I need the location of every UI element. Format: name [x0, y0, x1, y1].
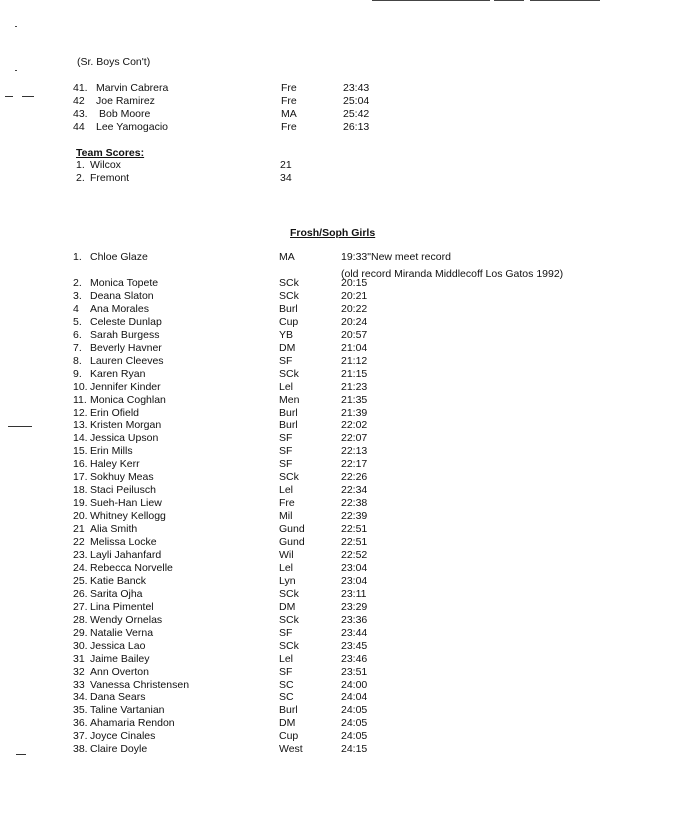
school: SF	[279, 665, 293, 678]
runner-name: Taline Vartanian	[90, 704, 165, 717]
school: Wil	[279, 549, 294, 561]
school: Burl	[279, 406, 298, 419]
place: 8.	[73, 354, 82, 367]
school: SCk	[279, 277, 299, 289]
result-row	[0, 510, 691, 523]
continued-heading: (Sr. Boys Con't)	[77, 56, 151, 68]
runner-name: Wendy Ornelas	[90, 613, 163, 626]
place: 30.	[73, 639, 88, 652]
result-row	[0, 575, 691, 588]
school: Burl	[279, 302, 298, 315]
result-row	[0, 523, 691, 536]
result-row	[0, 251, 691, 264]
time: 24:05	[341, 717, 368, 730]
record-note: (old record Miranda Middlecoff Los Gatos 1992)	[341, 268, 564, 280]
time: 20:24	[341, 315, 368, 328]
school: Burl	[279, 704, 298, 717]
place: 9.	[73, 367, 82, 380]
runner-name: Sarah Burgess	[90, 328, 160, 341]
result-row	[0, 342, 691, 355]
place: 37.	[73, 730, 88, 743]
runner-name: Celeste Dunlap	[90, 315, 162, 328]
runner-name: Jaime Bailey	[90, 652, 150, 665]
runner-name: Bob Moore	[99, 108, 151, 120]
school: Fre	[281, 82, 297, 94]
place: 7.	[73, 341, 82, 354]
place: 18.	[73, 484, 88, 497]
school: Fre	[281, 95, 297, 107]
result-row	[0, 627, 691, 640]
time: 22:07	[341, 432, 368, 445]
result-row	[0, 549, 691, 562]
result-row	[0, 691, 691, 704]
result-row	[0, 588, 691, 601]
place: 41.	[73, 82, 88, 94]
time: 21:23	[341, 380, 368, 393]
result-row	[0, 355, 691, 368]
time: 21:04	[341, 341, 368, 354]
school: SCk	[279, 367, 299, 380]
school: SCk	[279, 289, 299, 302]
team-name: Wilcox	[90, 159, 121, 171]
runner-name: Sokhuy Meas	[90, 471, 154, 484]
score-row	[0, 172, 691, 185]
school: SF	[279, 626, 293, 639]
result-row	[0, 458, 691, 471]
runner-name: Sueh-Han Liew	[90, 497, 162, 510]
place: 13.	[73, 419, 88, 432]
school: Lel	[279, 561, 294, 574]
runner-name: Ahamaria Rendon	[90, 717, 175, 730]
time: 23:11	[341, 587, 367, 600]
time: 24:04	[341, 691, 368, 704]
place: 23.	[73, 549, 88, 561]
school: Cup	[279, 315, 299, 328]
time: 25:42	[343, 108, 370, 120]
place: 28.	[73, 613, 88, 626]
place: 24.	[73, 561, 88, 574]
runner-name: Beverly Havner	[90, 341, 162, 354]
time: 20:22	[341, 302, 368, 315]
school: SCk	[279, 613, 299, 626]
school: Cup	[279, 730, 299, 743]
place: 38.	[73, 743, 88, 756]
runner-name: Rebecca Norvelle	[90, 561, 173, 574]
time: 21:12	[341, 354, 368, 367]
result-row	[0, 95, 691, 108]
runner-name: Jennifer Kinder	[90, 380, 161, 393]
time: 22:17	[341, 458, 368, 471]
school: DM	[279, 341, 296, 354]
runner-name: Natalie Verna	[90, 626, 154, 639]
margin-dot	[15, 26, 17, 27]
place: 34.	[73, 691, 88, 704]
school: SC	[279, 678, 294, 691]
time: 24:00	[341, 678, 368, 691]
runner-name: Staci Peilusch	[90, 484, 156, 497]
scan-artifact-line	[530, 0, 600, 1]
time: 21:35	[341, 393, 368, 406]
school: Burl	[279, 419, 298, 432]
school: SF	[279, 445, 293, 458]
place: 31	[73, 652, 85, 665]
runner-name: Erin Mills	[90, 445, 133, 458]
place: 1.	[73, 251, 82, 263]
time: 23:04	[341, 561, 368, 574]
runner-name: Chloe Glaze	[90, 251, 148, 263]
place: 35.	[73, 704, 88, 717]
place: 29.	[73, 626, 88, 639]
place: 43.	[73, 108, 88, 120]
result-row	[0, 445, 691, 458]
time: 24:05	[341, 730, 368, 743]
school: Lel	[279, 380, 294, 393]
place: 21	[73, 523, 85, 535]
runner-name: Ana Morales	[90, 302, 149, 315]
place: 26.	[73, 587, 88, 600]
time: 22:51	[341, 536, 368, 548]
result-row	[0, 536, 691, 549]
place: 6.	[73, 328, 82, 341]
time: 22:39	[341, 510, 368, 523]
school: Lel	[279, 484, 294, 497]
scan-artifact-line	[372, 0, 490, 1]
time: 23:29	[341, 600, 368, 613]
team-score: 34	[280, 172, 292, 184]
runner-name: Karen Ryan	[90, 367, 146, 380]
runner-name: Lauren Cleeves	[90, 354, 164, 367]
result-row	[0, 303, 691, 316]
school: DM	[279, 600, 296, 613]
place: 25.	[73, 574, 88, 587]
school: SCk	[279, 587, 299, 600]
section-heading: Frosh/Soph Girls	[290, 227, 376, 239]
school: SCk	[279, 471, 299, 484]
school: SF	[279, 354, 293, 367]
time: 22:38	[341, 497, 368, 510]
runner-name: Claire Doyle	[90, 743, 148, 756]
time: 22:34	[341, 484, 368, 497]
place: 17.	[73, 471, 88, 484]
runner-name: Ann Overton	[90, 665, 149, 678]
time: 22:02	[341, 419, 368, 432]
place: 27.	[73, 600, 88, 613]
runner-name: Monica Coghlan	[90, 393, 166, 406]
school: SF	[279, 432, 293, 445]
runner-name: Alia Smith	[90, 523, 138, 535]
school: Fre	[281, 121, 297, 133]
time: 22:13	[341, 445, 368, 458]
time: 23:36	[341, 613, 368, 626]
result-row	[0, 601, 691, 614]
time: 19:33"New meet record	[341, 251, 451, 263]
place: 10.	[73, 380, 88, 393]
result-row	[0, 316, 691, 329]
runner-name: Lina Pimentel	[90, 600, 154, 613]
result-row	[0, 679, 691, 692]
result-row	[0, 743, 691, 756]
time: 24:05	[341, 704, 368, 717]
runner-name: Layli Jahanfard	[90, 549, 162, 561]
margin-dot	[15, 70, 17, 71]
result-row	[0, 653, 691, 666]
result-row	[0, 329, 691, 342]
result-row	[0, 717, 691, 730]
time: 23:44	[341, 626, 368, 639]
runner-name: Katie Banck	[90, 574, 147, 587]
place: 4	[73, 302, 79, 315]
runner-name: Monica Topete	[90, 277, 159, 289]
place: 32	[73, 665, 85, 678]
time: 20:21	[341, 289, 368, 302]
runner-name: Jessica Lao	[90, 639, 146, 652]
runner-name: Haley Kerr	[90, 458, 140, 471]
place: 20.	[73, 510, 88, 523]
team-score: 21	[280, 159, 292, 171]
time: 23:46	[341, 652, 368, 665]
result-row	[0, 432, 691, 445]
result-row	[0, 562, 691, 575]
place: 42	[73, 95, 85, 107]
school: Gund	[279, 523, 305, 535]
place: 44	[73, 121, 85, 133]
time: 22:52	[341, 549, 368, 561]
place: 19.	[73, 497, 88, 510]
time: 21:39	[341, 406, 368, 419]
result-row	[0, 290, 691, 303]
result-row	[0, 484, 691, 497]
runner-name: Erin Ofield	[90, 406, 140, 419]
team-name: Fremont	[90, 172, 130, 184]
result-row	[0, 666, 691, 679]
place: 2.	[73, 277, 82, 289]
time: 23:51	[341, 665, 368, 678]
time: 23:04	[341, 574, 368, 587]
result-row	[0, 394, 691, 407]
result-row	[0, 704, 691, 717]
result-row	[0, 121, 691, 134]
school: YB	[279, 328, 294, 341]
runner-name: Lee Yamogacio	[96, 121, 168, 133]
place: 36.	[73, 717, 88, 730]
place: 15.	[73, 445, 88, 458]
time: 26:13	[343, 121, 370, 133]
place: 22	[73, 536, 85, 548]
result-row	[0, 640, 691, 653]
place: 5.	[73, 315, 82, 328]
time: 24:15	[341, 743, 368, 756]
place: 2.	[76, 172, 85, 184]
time: 20:15	[341, 277, 368, 289]
result-row	[0, 277, 691, 290]
time: 22:51	[341, 523, 368, 535]
scan-artifact-line	[494, 0, 524, 1]
result-row	[0, 419, 691, 432]
runner-name: Joe Ramirez	[96, 95, 155, 107]
school: MA	[279, 251, 295, 263]
team-scores-heading: Team Scores:	[76, 147, 145, 159]
runner-name: Jessica Upson	[90, 432, 159, 445]
school: MA	[281, 108, 297, 120]
school: West	[279, 743, 303, 756]
runner-name: Deana Slaton	[90, 289, 154, 302]
place: 3.	[73, 289, 82, 302]
result-row	[0, 614, 691, 627]
school: Mil	[279, 510, 293, 523]
time: 23:45	[341, 639, 368, 652]
school: Men	[279, 393, 300, 406]
time: 20:57	[341, 328, 368, 341]
school: SCk	[279, 639, 299, 652]
school: Fre	[279, 497, 295, 510]
runner-name: Vanessa Christensen	[90, 678, 190, 691]
place: 16.	[73, 458, 88, 471]
result-row	[0, 497, 691, 510]
time: 22:26	[341, 471, 368, 484]
runner-name: Sarita Ojha	[90, 587, 143, 600]
runner-name: Kristen Morgan	[90, 419, 162, 432]
school: SC	[279, 691, 294, 704]
place: 1.	[76, 159, 85, 171]
result-row	[0, 730, 691, 743]
result-row	[0, 381, 691, 394]
place: 11.	[73, 393, 87, 406]
score-row	[0, 159, 691, 172]
school: Lel	[279, 652, 294, 665]
place: 12.	[73, 406, 88, 419]
place: 14.	[73, 432, 88, 445]
runner-name: Whitney Kellogg	[90, 510, 166, 523]
place: 33	[73, 678, 85, 691]
runner-name: Dana Sears	[90, 691, 146, 704]
school: Gund	[279, 536, 305, 548]
result-row	[0, 407, 691, 420]
runner-name: Marvin Cabrera	[96, 82, 169, 94]
school: Lyn	[279, 574, 296, 587]
time: 21:15	[341, 367, 368, 380]
school: SF	[279, 458, 293, 471]
school: DM	[279, 717, 296, 730]
result-row	[0, 82, 691, 95]
result-row	[0, 108, 691, 121]
runner-name: Melissa Locke	[90, 536, 157, 548]
result-row	[0, 368, 691, 381]
time: 23:43	[343, 82, 370, 94]
runner-name: Joyce Cinales	[90, 730, 156, 743]
result-row	[0, 471, 691, 484]
time: 25:04	[343, 95, 370, 107]
